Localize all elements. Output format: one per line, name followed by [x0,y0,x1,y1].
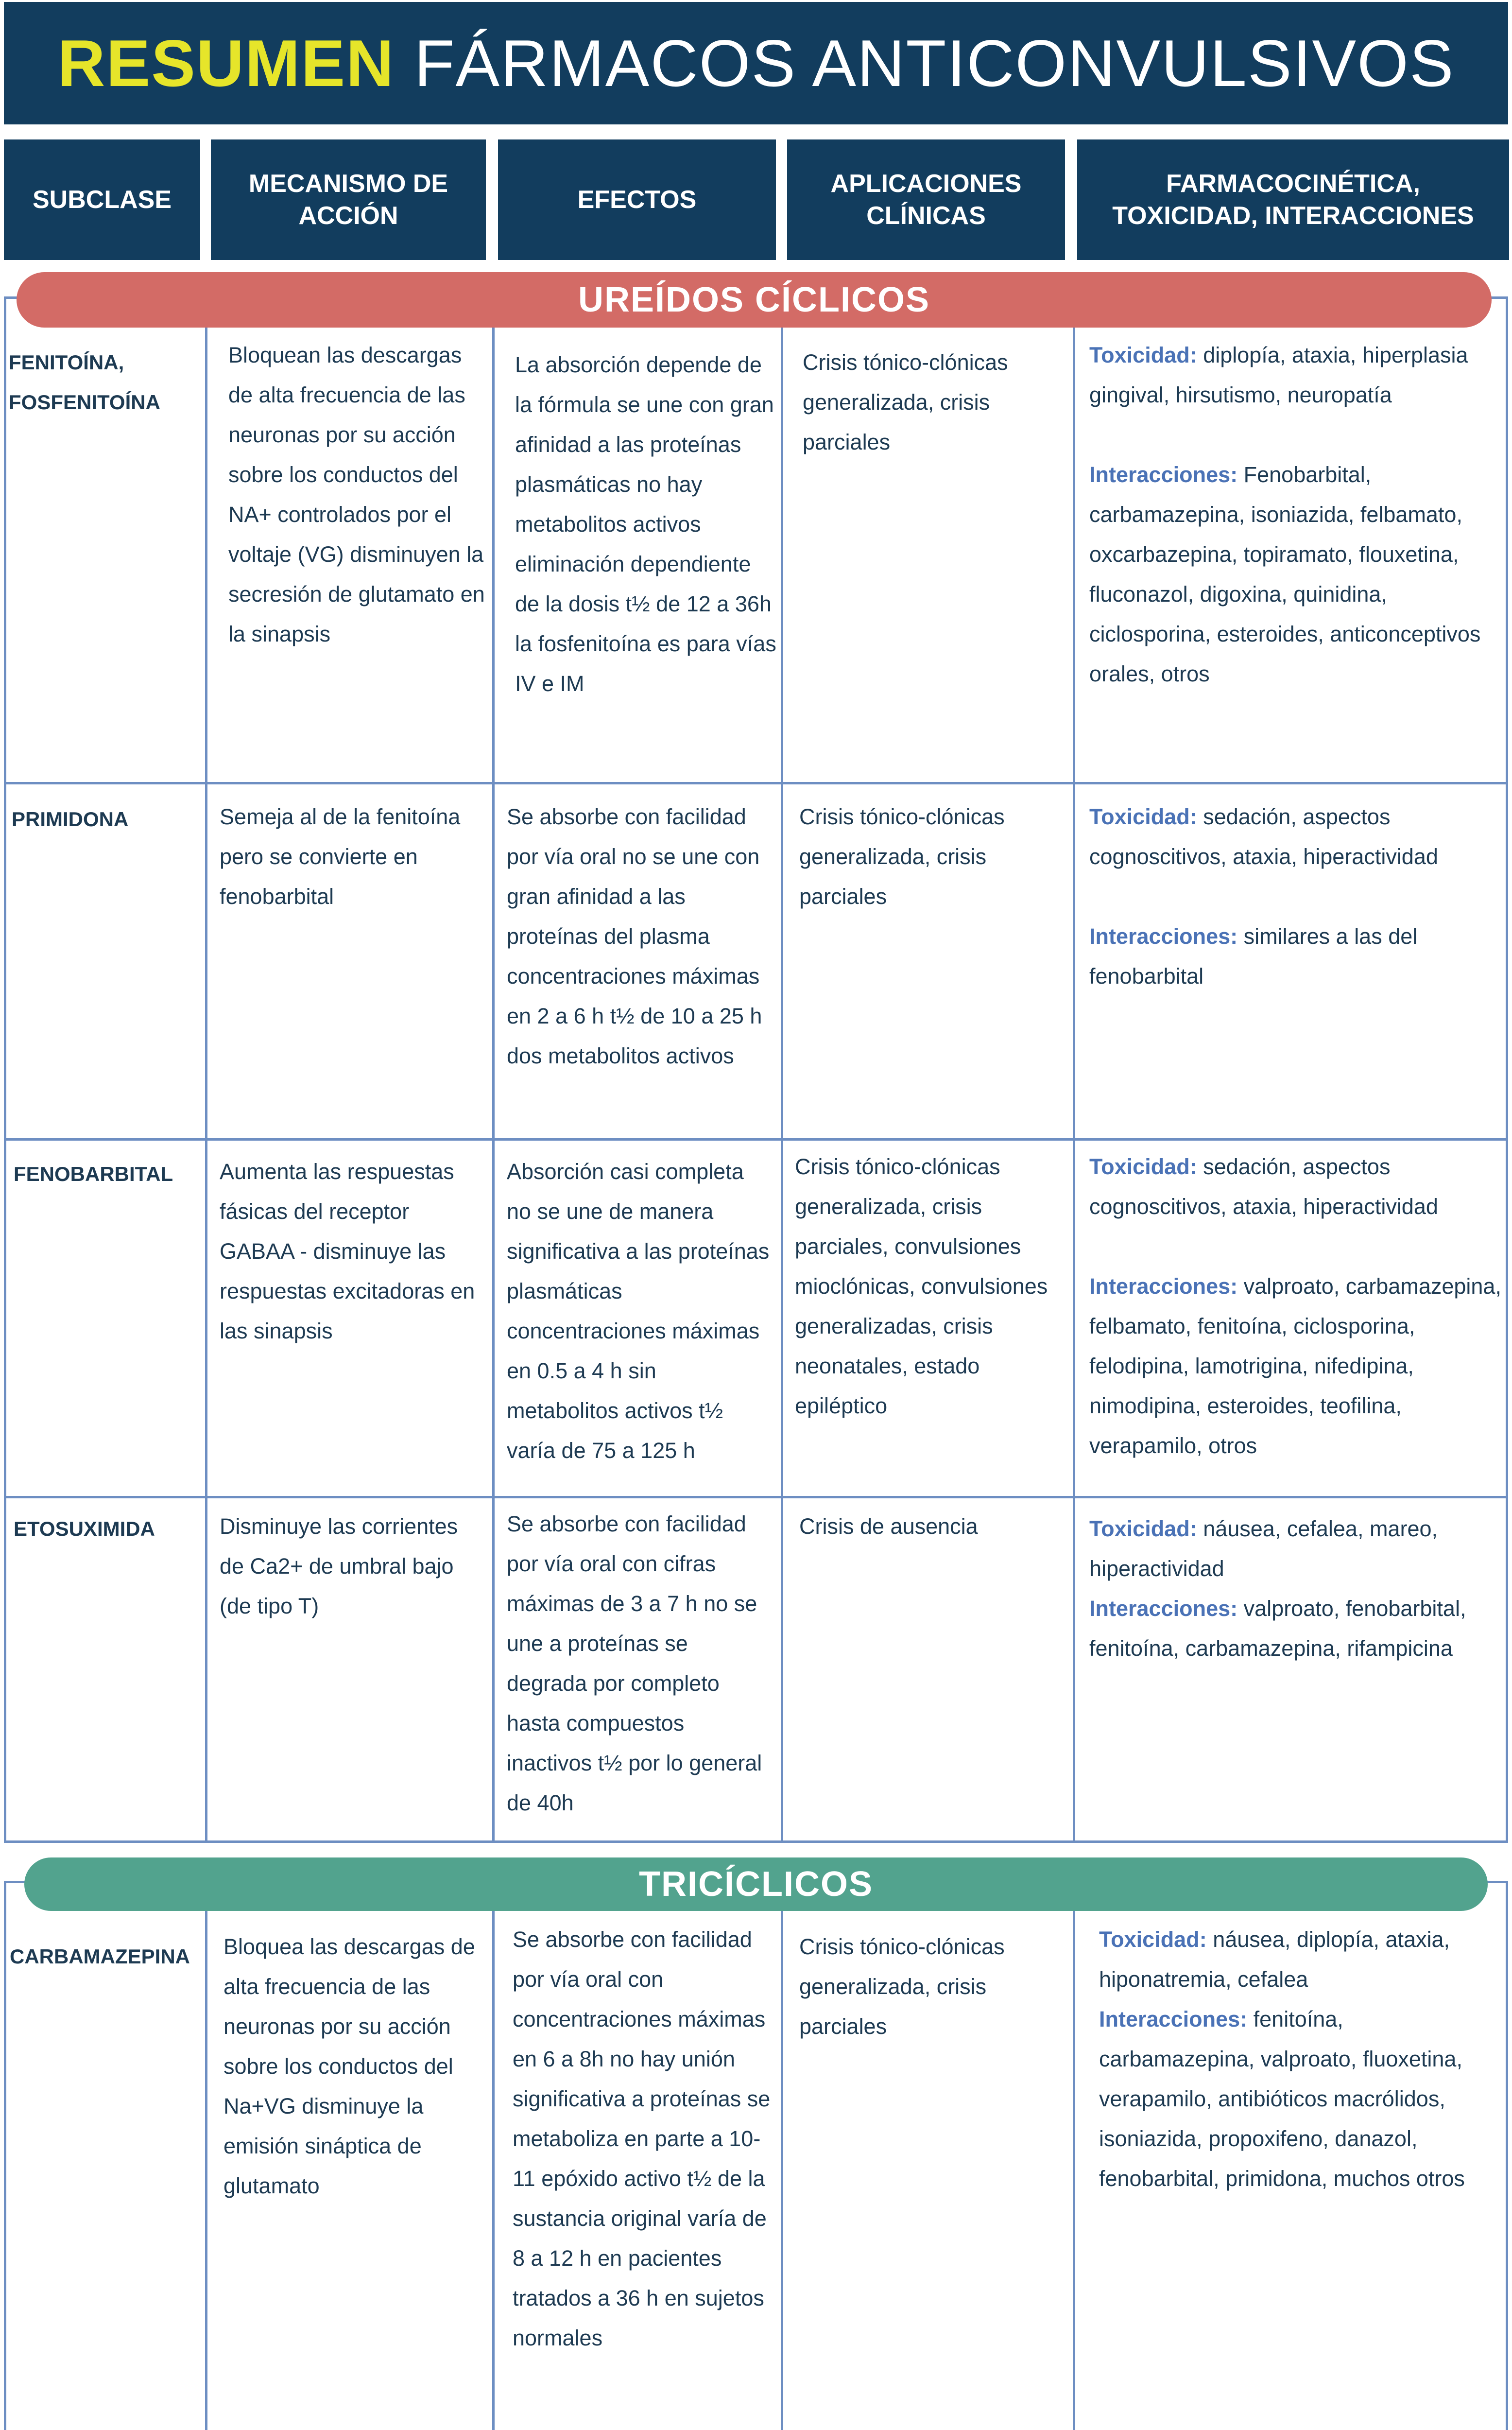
title-bold: RESUMEN [57,26,395,100]
row-divider [4,1496,1508,1498]
mechanism-text: Bloquean las descargas de alta frecuencia de las neuronas por su acción sobre los conductos del NA+ controlados por el voltaje (VG) disminuyen la secresión de glutamato en la sinapsis [228,343,485,646]
interactions-text: fenitoína, carbamazepina, valproato, fluoxetina, verapamilo, antibióticos macrólidos, isoniazida, propoxifeno, danazol, fenobarbital, primidona, muchos otros [1099,2007,1465,2191]
header-mecanismo: MECANISMO DE ACCIÓN [211,139,486,260]
interactions-text: Fenobarbital, carbamazepina, isoniazida, felbamato, oxcarbazepina, topiramato, flouxetina, fluconazol, digoxina, quinidina, ciclosporina, esteroides, anticonceptivos orales, otros [1089,462,1481,686]
effects-text: Absorción casi completa no se une de manera significativa a las proteínas plasmáticas concentraciones máximas en 0.5 a 4 h sin metabolitos activos t½ varía de 75 a 125 h [507,1159,770,1463]
interactions-text: valproato, fenobarbital, fenitoína, carbamazepina, rifampicina [1089,1596,1466,1661]
row-divider [4,1138,1508,1141]
interactions-label: Interacciones: [1089,1596,1238,1621]
header-subclase: SUBCLASE [4,139,200,260]
header-farmacocinetica: FARMACOCINÉTICA, TOXICIDAD, INTERACCIONES [1077,139,1509,260]
mechanism-text: Aumenta las respuestas fásicas del receptor GABAA - disminuye las respuestas excitadoras en las sinapsis [220,1159,475,1343]
drug-name: ETOSUXIMIDA [14,1517,155,1540]
col-divider [1073,296,1075,1843]
interactions-label: Interacciones: [1089,924,1238,949]
toxicity-text: sedación, aspectos cognoscitivos, ataxia, hiperactividad [1089,1154,1438,1219]
clinical-text: Crisis de ausencia [799,1514,978,1539]
interactions-label: Interacciones: [1089,1274,1238,1299]
interactions-label: Interacciones: [1099,2007,1248,2031]
interactions-label: Interacciones: [1089,462,1238,487]
clinical-text: Crisis tónico-clónicas generalizada, crisis parciales [799,804,1005,909]
section-title-ureidos: UREÍDOS CÍCLICOS [17,272,1492,328]
col-divider [205,1881,207,2430]
drug-name: PRIMIDONA [12,808,129,831]
row-divider [4,782,1508,784]
interactions-text: valproato, carbamazepina, felbamato, fenitoína, ciclosporina, felodipina, lamotrigina, nifedipina, nimodipina, esteroides, teofilina, verapamilo, otros [1089,1274,1501,1458]
toxicity-text: náusea, cefalea, mareo, hiperactividad [1089,1516,1438,1581]
toxicity-label: Toxicidad: [1089,1154,1197,1179]
clinical-text: Crisis tónico-clónicas generalizada, crisis parciales [799,1934,1005,2039]
toxicity-label: Toxicidad: [1099,1927,1207,1952]
toxicity-label: Toxicidad: [1089,1516,1197,1541]
mechanism-text: Semeja al de la fenitoína pero se convierte en fenobarbital [220,804,461,909]
mechanism-text: Bloquea las descargas de alta frecuencia de las neuronas por su acción sobre los conductos del Na+VG disminuye la emisión sináptica de glutamato [223,1934,475,2198]
page-title [4,2,1508,124]
pk-block [1089,335,1502,694]
col-divider [781,1881,783,2430]
toxicity-text: náusea, diplopía, ataxia, hiponatremia, cefalea [1099,1927,1450,1992]
effects-text: Se absorbe con facilidad por vía oral no se une con gran afinidad a las proteínas del plasma concentraciones máximas en 2 a 6 h t½ de 10 a 25 h dos metabolitos activos [507,804,762,1068]
col-divider [492,296,495,1843]
col-divider [1073,1881,1075,2430]
header-aplicaciones: APLICACIONES CLÍNICAS [787,139,1065,260]
col-divider [781,296,783,1843]
col-divider [205,296,207,1843]
pk-block [1089,1147,1502,1466]
section-title-triciclicos: TRICÍCLICOS [24,1857,1488,1911]
pk-block [1099,1920,1502,2199]
effects-text: Se absorbe con facilidad por vía oral con concentraciones máximas en 6 a 8h no hay unión significativa a proteínas se metaboliza en parte a 10-11 epóxido activo t½ de la sustancia original varía de 8 a 12 h en pacientes tratados a 36 h en sujetos normales [513,1927,771,2350]
toxicity-label: Toxicidad: [1089,343,1197,367]
header-efectos: EFECTOS [498,139,776,260]
effects-text: La absorción depende de la fórmula se une con gran afinidad a las proteínas plasmáticas no hay metabolitos activos eliminación dependiente de la dosis t½ de 12 a 36h la fosfenitoína es para vías IV e IM [515,352,776,696]
toxicity-text: sedación, aspectos cognoscitivos, ataxia, hiperactividad [1089,804,1438,869]
drug-name: CARBAMAZEPINA [10,1945,190,1968]
drug-name: FENITOÍNA, FOSFENITOÍNA [9,351,160,414]
clinical-text: Crisis tónico-clónicas generalizada, crisis parciales, convulsiones mioclónicas, convulsiones generalizadas, crisis neonatales, estado epiléptico [795,1154,1048,1418]
toxicity-label: Toxicidad: [1089,804,1197,829]
pk-block [1089,1509,1502,1668]
drug-name: FENOBARBITAL [14,1163,173,1185]
clinical-text: Crisis tónico-clónicas generalizada, crisis parciales [803,350,1008,454]
mechanism-text: Disminuye las corrientes de Ca2+ de umbral bajo (de tipo T) [220,1514,458,1618]
title-rest: FÁRMACOS ANTICONVULSIVOS [414,26,1455,100]
effects-text: Se absorbe con facilidad por vía oral con cifras máximas de 3 a 7 h no se une a proteínas se degrada por completo hasta compuestos inactivos t½ por lo general de 40h [507,1511,762,1815]
pk-block [1089,797,1502,996]
col-divider [492,1881,495,2430]
interactions-text: similares a las del fenobarbital [1089,924,1418,989]
toxicity-text: diplopía, ataxia, hiperplasia gingival, hirsutismo, neuropatía [1089,343,1468,407]
